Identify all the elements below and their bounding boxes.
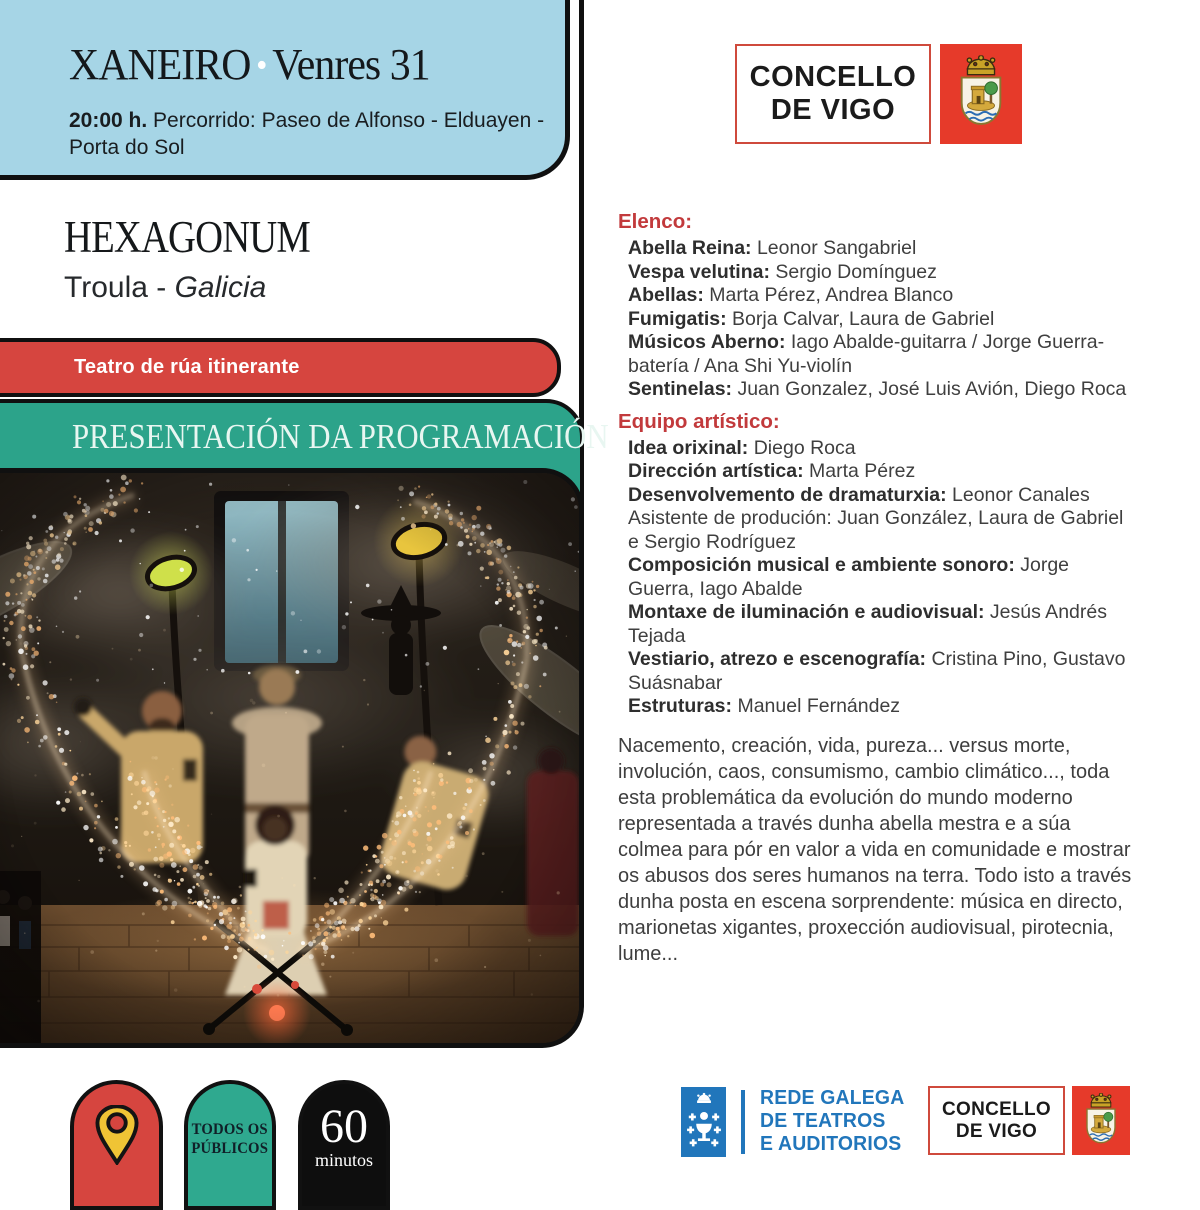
credits-column [618, 210, 1134, 967]
vigo-crest-icon-small [1072, 1086, 1130, 1155]
map-pin-icon [94, 1105, 140, 1165]
rede-galega-logo [681, 1087, 909, 1157]
team-heading: Equipo artístico: [618, 409, 780, 433]
credit-line: Dirección artística: Marta Pérez [628, 460, 916, 482]
time-route [69, 107, 555, 161]
genre-label: Teatro de rúa itinerante [74, 356, 300, 378]
location-badge [70, 1080, 163, 1210]
rede-galega-text: REDE GALEGA DE TEATROS E AUDITORIOS [760, 1087, 905, 1155]
credit-line: Abella Reina: Leonor Sangabriel [628, 237, 917, 259]
duration-badge [298, 1080, 390, 1210]
audience-badge [184, 1080, 276, 1210]
show-title: HEXAGONUM [64, 212, 310, 262]
dot-separator-icon: • [256, 47, 267, 84]
credit-line: Fumigatis: Borja Calvar, Laura de Gabriel [628, 307, 995, 330]
cast-list [618, 237, 1134, 402]
date-month: XANEIRO [69, 40, 251, 89]
credit-line: Vespa velutina: Sergio Domínguez [628, 260, 937, 283]
concello-vigo-logo: CONCELLO DE VIGO [735, 44, 931, 144]
credit-line: Desenvolvemento de dramaturxia: Leonor Canales [628, 483, 1090, 506]
credit-line: Sentinelas: Juan Gonzalez, José Luis Avión, Diego Roca [628, 378, 1127, 400]
time-label: 20:00 h. [69, 109, 148, 132]
photo-art [0, 473, 579, 1043]
logo-divider [741, 1090, 745, 1154]
event-photo [0, 468, 584, 1048]
vigo-crest-icon [940, 44, 1022, 144]
date-header-card [0, 0, 570, 180]
duration-value: 60 [320, 1100, 368, 1153]
date-day: Venres 31 [272, 40, 430, 89]
credit-line: Vestiario, atrezo e escenografía: Cristina Pino, Gustavo Suásnabar [628, 648, 1126, 694]
credit-line: Asistente de produción: Juan González, Laura de Gabriel e Sergio Rodríguez [628, 507, 1124, 553]
cast-section [618, 210, 1134, 402]
concello-vigo-logo-small: CONCELLO DE VIGO [928, 1086, 1065, 1155]
show-description: Nacemento, creación, vida, pureza... versus morte, involución, caos, consumismo, cambio climático..., toda esta problemática da evolución do mundo moderno representada a través dunha abella mestra e a súa colmea para pór en valor a vida en comunidade e mostrar os abusos dos seres humanos na terra. Todo isto a través dunha posta en escena sorprendente: música en directo, marionetas xigantes, proxección audiovisual, pirotecnia, lume... [618, 734, 1132, 965]
date-title [69, 41, 430, 90]
credit-line: Composición musical e ambiente sonoro: Jorge Guerra, Iago Abalde [628, 554, 1070, 600]
concello-vigo-text: CONCELLO [749, 61, 917, 93]
show-origin: Galicia [174, 271, 267, 304]
team-list [618, 437, 1134, 719]
cast-heading: Elenco: [618, 210, 693, 233]
credit-line: Abellas: Marta Pérez, Andrea Blanco [628, 284, 954, 306]
credit-line: Idea orixinal: Diego Roca [628, 436, 856, 459]
credit-line: Estruturas: Manuel Fernández [628, 695, 901, 717]
show-company: Troula - Galicia [64, 271, 267, 304]
credit-line: Montaxe de iluminación e audiovisual: Jesús Andrés Tejada [628, 601, 1107, 647]
duration-unit: minutos [314, 1150, 373, 1170]
xunta-galicia-emblem-icon [681, 1087, 726, 1157]
show-title-block [64, 212, 350, 305]
route-label: Percorrido: Paseo de Alfonso - Elduayen - Porta do Sol [69, 109, 545, 159]
credit-line: Músicos Aberno: Iago Abalde-guitarra / Jorge Guerra-batería / Ana Shi Yu-violín [628, 331, 1105, 377]
team-section [618, 410, 1134, 719]
genre-band [0, 338, 561, 397]
audience-label: TODOS OS PÚBLICOS [191, 1121, 269, 1157]
section-label: PRESENTACIÓN DA PROGRAMACIÓN [72, 417, 609, 456]
